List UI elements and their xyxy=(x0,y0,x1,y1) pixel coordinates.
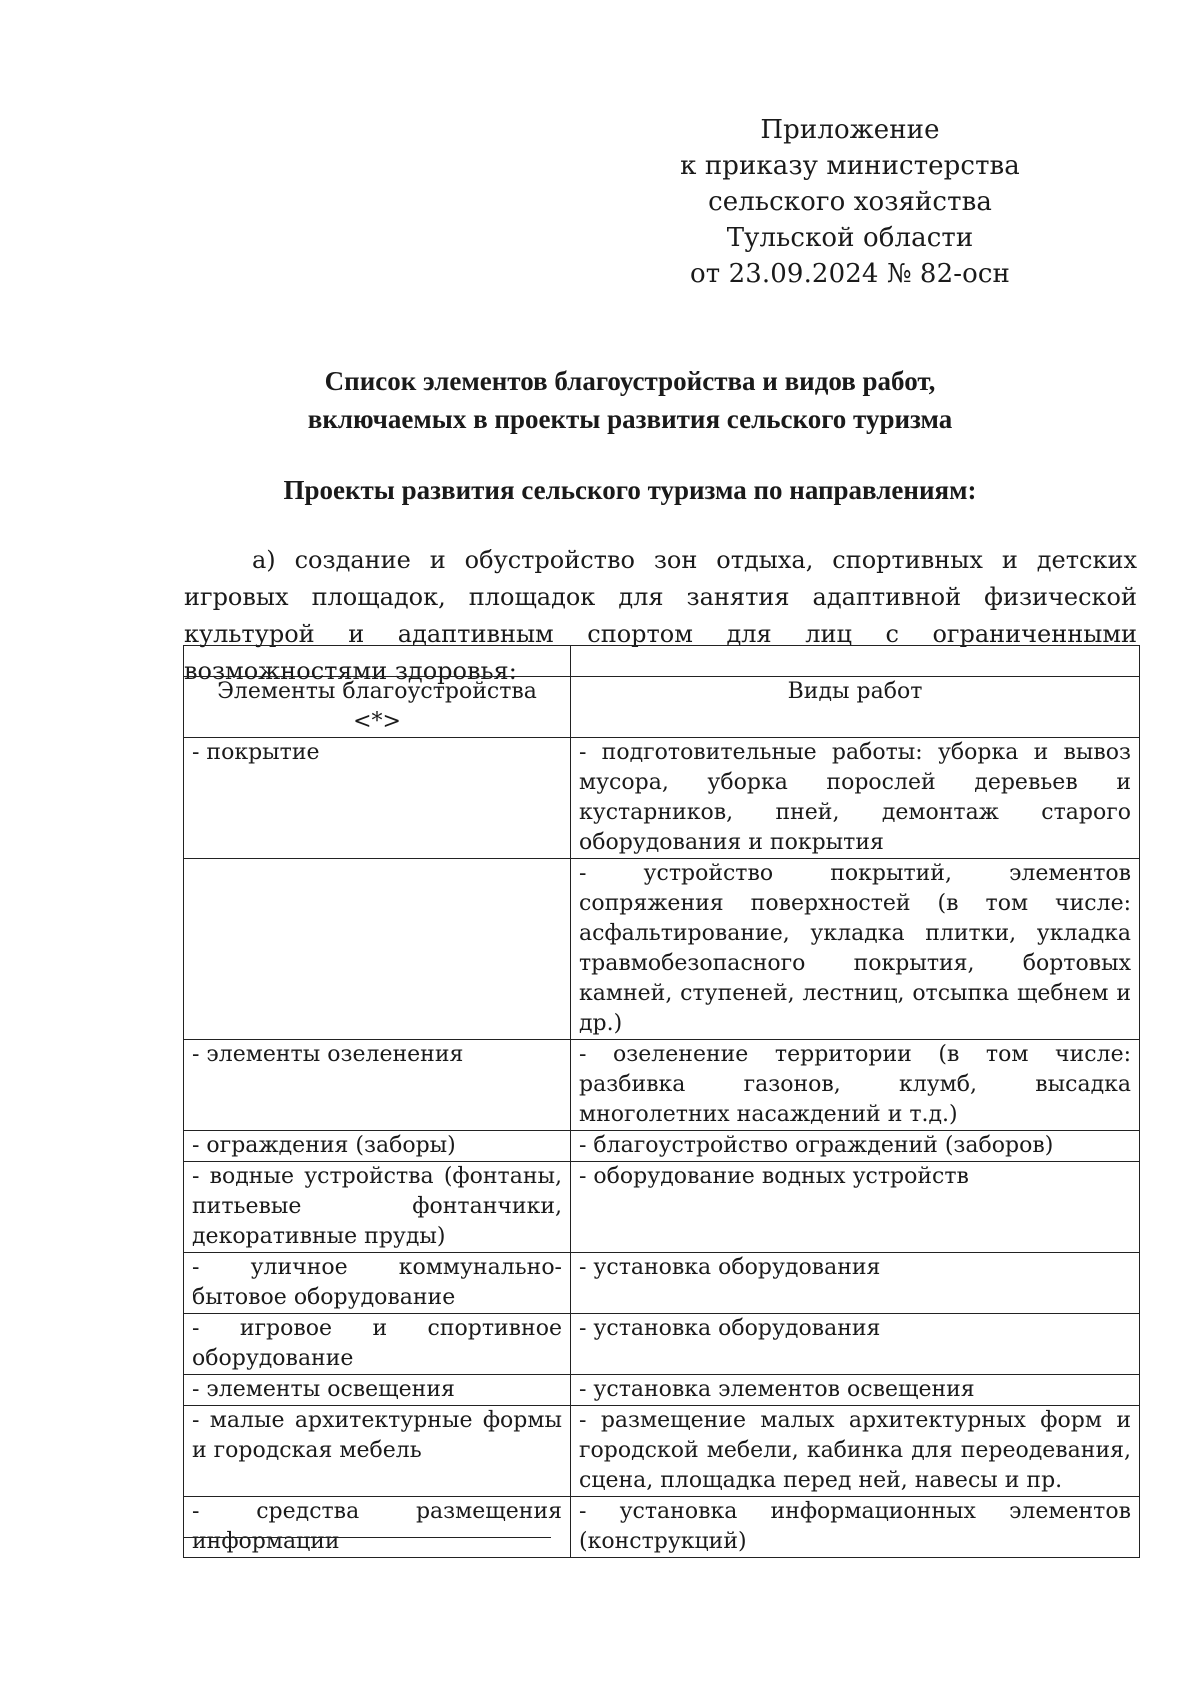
header-works: Виды работ xyxy=(571,677,1140,738)
section-subtitle: Проекты развития сельского туризма по направлениям: xyxy=(283,475,977,505)
appendix-region: Тульской области xyxy=(726,223,974,253)
work-cell: - установка оборудования xyxy=(571,1314,1140,1375)
work-cell: - размещение малых архитектурных форм и городской мебели, кабинка для переодевания, сцена, площадка перед ней, навесы и пр. xyxy=(571,1406,1140,1497)
title-line-2: включаемых в проекты развития сельского туризма xyxy=(307,404,953,434)
element-cell: - элементы освещения xyxy=(184,1375,571,1406)
element-cell: - водные устройства (фонтаны, питьевые фонтанчики, декоративные пруды) xyxy=(184,1162,571,1253)
work-cell: - подготовительные работы: уборка и вывоз мусора, уборка порослей деревьев и кустарников, пней, демонтаж старого оборудования и покрытия xyxy=(571,738,1140,859)
header-elements: Элементы благоустройства <*> xyxy=(184,677,571,738)
element-cell: - игровое и спортивное оборудование xyxy=(184,1314,571,1375)
work-cell: - установка оборудования xyxy=(571,1253,1140,1314)
table-row xyxy=(184,1040,1140,1131)
table-row xyxy=(184,1162,1140,1253)
element-cell: - средства размещения информации xyxy=(184,1497,571,1558)
work-cell: - озеленение территории (в том числе: разбивка газонов, клумб, высадка многолетних насаждений и т.д.) xyxy=(571,1040,1140,1131)
table-blank-row xyxy=(184,646,1140,677)
element-cell xyxy=(184,859,571,1040)
table-header-row xyxy=(184,677,1140,738)
table-row xyxy=(184,1497,1140,1558)
element-cell: - покрытие xyxy=(184,738,571,859)
appendix-label: Приложение xyxy=(760,115,940,145)
appendix-date-number: от 23.09.2024 № 82-осн xyxy=(690,259,1010,289)
work-cell: - установка элементов освещения xyxy=(571,1375,1140,1406)
table-row xyxy=(184,1375,1140,1406)
table-row xyxy=(184,1406,1140,1497)
works-table xyxy=(183,645,1140,1558)
element-cell: - ограждения (заборы) xyxy=(184,1131,571,1162)
element-cell: - элементы озеленения xyxy=(184,1040,571,1131)
work-cell: - установка информационных элементов (конструкций) xyxy=(571,1497,1140,1558)
table-row xyxy=(184,1131,1140,1162)
footnote-separator xyxy=(183,1537,551,1538)
table-row xyxy=(184,1314,1140,1375)
title-line-1: Список элементов благоустройства и видов работ, xyxy=(324,366,936,396)
document-title xyxy=(200,362,1060,438)
appendix-order-ref: к приказу министерства xyxy=(680,151,1020,181)
element-cell: - уличное коммунально-бытовое оборудование xyxy=(184,1253,571,1314)
appendix-header xyxy=(660,112,1040,292)
table-row xyxy=(184,738,1140,859)
element-cell: - малые архитектурные формы и городская мебель xyxy=(184,1406,571,1497)
work-cell: - оборудование водных устройств xyxy=(571,1162,1140,1253)
appendix-ministry: сельского хозяйства xyxy=(708,187,992,217)
intro-paragraph: а) создание и обустройство зон отдыха, спортивных и детских игровых площадок, площадок для занятия адаптивной физической культурой и адаптивным спортом для лиц с ограниченными возможностями здоровья: xyxy=(184,546,1137,685)
work-cell: - устройство покрытий, элементов сопряжения поверхностей (в том числе: асфальтирование, укладка плитки, укладка травмобезопасного покрытия, бортовых камней, ступеней, лестниц, отсыпка щебнем и др.) xyxy=(571,859,1140,1040)
table-row xyxy=(184,1253,1140,1314)
work-cell: - благоустройство ограждений (заборов) xyxy=(571,1131,1140,1162)
table-row xyxy=(184,859,1140,1040)
